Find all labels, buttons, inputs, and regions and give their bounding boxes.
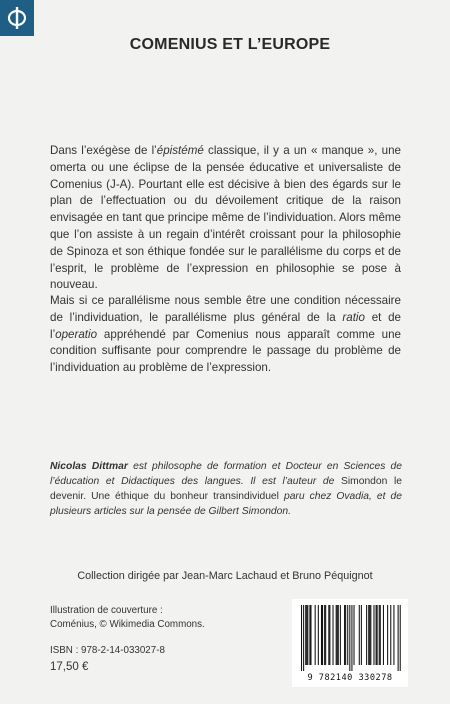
illustration-label: Illustration de couverture : <box>50 605 163 616</box>
barcode-bar <box>309 605 310 665</box>
summary-paragraph-2 <box>50 293 401 377</box>
barcode-bar <box>307 605 308 665</box>
publisher-logo <box>0 0 34 36</box>
barcode-bar <box>398 605 399 671</box>
barcode-bar <box>387 605 388 665</box>
author-bio <box>50 459 402 519</box>
barcode-bar <box>361 605 362 665</box>
barcode-bar <box>351 605 352 671</box>
text-run: operatio <box>55 327 98 341</box>
barcode-bar <box>340 605 341 665</box>
barcode-bar <box>370 605 371 665</box>
collection-credit: Collection dirigée par Jean-Marc Lachaud et Bruno Péquignot <box>77 570 373 582</box>
barcode-bar <box>347 605 348 665</box>
text-run: Simondon le devenir. Une éthique du bonheur transindividuel <box>50 476 402 502</box>
barcode-bar <box>318 605 319 665</box>
barcode-bars <box>292 599 408 673</box>
barcode-bar <box>322 605 323 665</box>
barcode-bar <box>344 605 345 665</box>
barcode-bar <box>349 605 350 671</box>
barcode-bar <box>393 605 394 665</box>
text-run: et de l’ <box>50 310 401 341</box>
barcode-bar <box>376 605 377 665</box>
phi-logo-icon <box>6 5 28 31</box>
text-run: est philosophe de formation et Docteur en Sciences de l’éducation et Didactiques des langues. Il est l’auteur de <box>50 461 402 487</box>
text-run: Dans l’exégèse de l’ <box>50 144 157 157</box>
barcode-bar <box>315 605 316 665</box>
barcode-bar <box>329 605 330 665</box>
barcode-bar <box>390 605 391 665</box>
barcode-bar <box>400 605 401 671</box>
barcode-bar <box>338 605 339 665</box>
text-run: Nicolas Dittmar <box>50 461 128 472</box>
barcode <box>292 599 408 687</box>
barcode-bar <box>336 605 337 665</box>
barcode-bar <box>373 605 374 665</box>
barcode-bar <box>369 605 370 665</box>
barcode-bar <box>380 605 381 665</box>
book-title: COMENIUS ET L’EUROPE <box>129 36 331 53</box>
barcode-bar <box>303 605 304 671</box>
barcode-bar <box>324 605 325 665</box>
barcode-bar <box>306 605 307 665</box>
cover-illustration-credit <box>50 604 205 631</box>
barcode-bar <box>368 605 369 665</box>
text-run: paru chez Ovadia, et de plusieurs articles sur la pensée de Gilbert Simondon. <box>50 491 402 517</box>
text-run: Mais si ce parallélisme nous semble être une condition nécessaire de l’individuation, le parallélisme plus général de la <box>50 294 401 324</box>
barcode-bar <box>379 605 380 665</box>
barcode-bar <box>337 605 338 665</box>
barcode-bar <box>328 605 329 665</box>
illustration-source: Coménius, © Wikimedia Commons. <box>50 618 205 630</box>
barcode-number: 9 782140 330278 <box>307 673 393 683</box>
summary-paragraph-1 <box>50 143 401 294</box>
text-run: ratio <box>342 310 365 324</box>
barcode-bar <box>333 605 334 665</box>
isbn: ISBN : 978-2-14-033027-8 <box>50 645 165 656</box>
barcode-bar <box>310 605 311 665</box>
barcode-bar <box>377 605 378 665</box>
barcode-bar <box>359 605 360 665</box>
text-run: appréhendé par Comenius nous apparaît comme une condition suffisante pour comprendre le passage du problème de l’individuation au problème de l’expression. <box>50 327 401 375</box>
barcode-bar <box>305 605 306 665</box>
barcode-bar <box>366 605 367 665</box>
barcode-bar <box>321 605 322 665</box>
barcode-bar <box>345 605 346 665</box>
text-run: épistémé <box>156 144 204 157</box>
text-run: classique, il y a un « manque », une omerta ou une éclipse de la pensée éducative et universaliste de Comenius (J-A). Pourtant elle est décisive à bien des égards sur le plan de l’effectuation ou du dévoilement critique de la raison envisagée en tant que principe même de l’individuation. Alors même que l’on assiste à un regain d’intérêt croissant pour la philosophie de Spinoza et son éthique fondée sur le parallélisme du corps et de l’esprit, le problème de l’expression en philosophie se pose à nouveau. <box>50 144 401 292</box>
barcode-bar <box>301 605 302 671</box>
barcode-bar <box>383 605 384 665</box>
barcode-bar <box>354 605 355 665</box>
price: 17,50 € <box>50 661 89 673</box>
barcode-bar <box>325 605 326 665</box>
